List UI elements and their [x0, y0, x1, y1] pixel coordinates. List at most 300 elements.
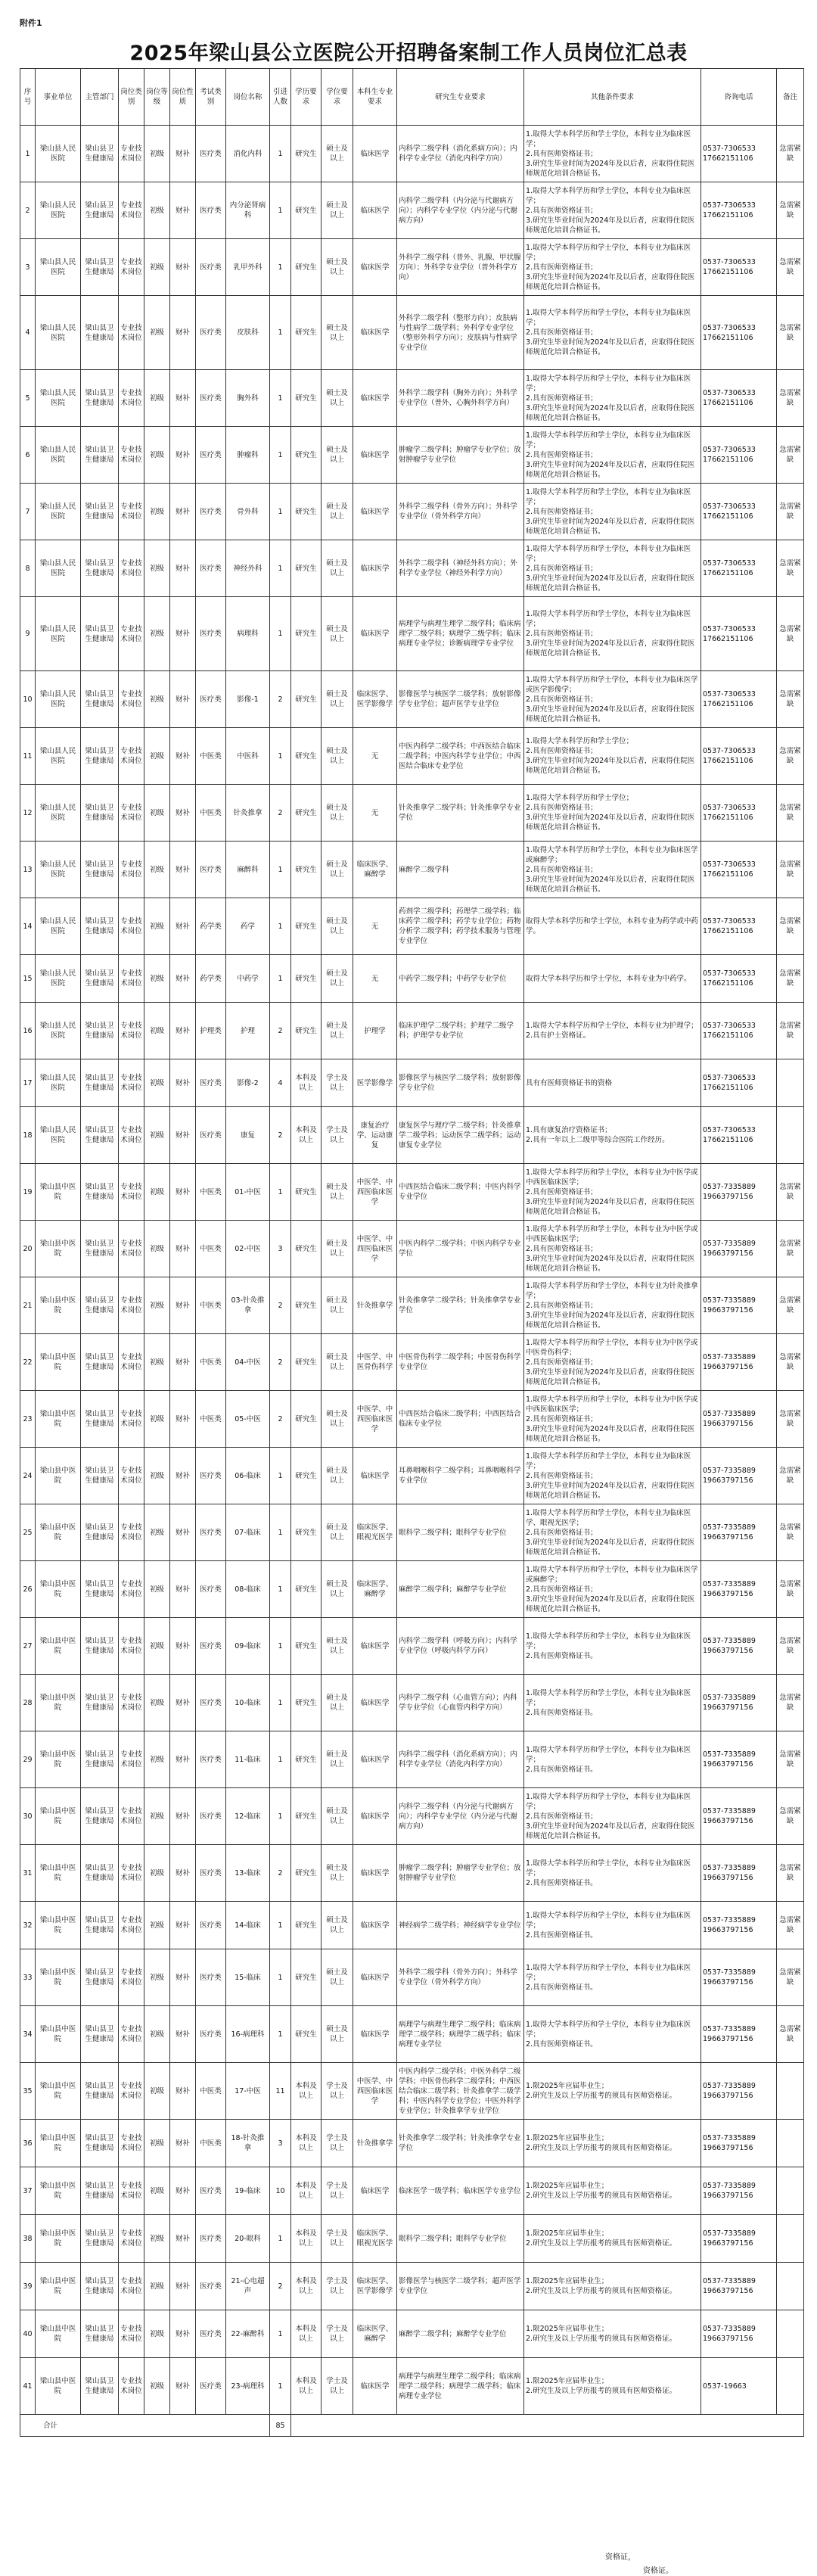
cell-no: 33 [20, 1949, 36, 2006]
cell-grad: 临床医学一级学科；临床医学专业学位 [397, 2167, 524, 2215]
cell-no: 37 [20, 2167, 36, 2215]
cell-no: 17 [20, 1059, 36, 1107]
cell-other: 1.取得大学本科学历和学士学位，本科专业为临床医学； 2.具有医师资格证书； 3.研究生毕业时间为2024年及以后者，应取得住院医师规范化培训合格证书。 [524, 540, 701, 597]
cell-nature: 财补 [170, 1675, 196, 1731]
cell-num: 1 [270, 1902, 291, 1949]
cell-nature: 财补 [170, 842, 196, 898]
cell-exam: 医疗类 [196, 1561, 226, 1618]
cell-num: 1 [270, 2006, 291, 2063]
cell-deg: 硕士及以上 [322, 2006, 353, 2063]
cell-deg: 硕士及以上 [322, 1003, 353, 1059]
cell-level: 初级 [144, 427, 170, 484]
cell-other: 1.取得大学本科学历和学士学位，本科专业为临床医学或麻醉学； 2.具有医师资格证书； 3.研究生毕业时间为2024年及以后者，应取得住院医师规范化培训合格证书。 [524, 842, 701, 898]
cell-num: 1 [270, 182, 291, 239]
table-row [20, 1277, 804, 1334]
cell-no: 19 [20, 1164, 36, 1221]
cell-grad: 外科学二级学科（骨外方向）；外科学专业学位（骨外科学方向） [397, 484, 524, 540]
cell-exam: 医疗类 [196, 1107, 226, 1164]
cell-note: 急需紧缺 [777, 1277, 804, 1334]
cell-tel: 0537-7335889 19663797156 [701, 1902, 777, 1949]
column-header: 岗位名称 [226, 69, 270, 126]
cell-nature: 财补 [170, 728, 196, 785]
total-count: 85 [270, 2415, 291, 2437]
cell-edu: 研究生 [291, 785, 322, 842]
cell-ug: 临床医学 [353, 2006, 397, 2063]
cell-ug: 临床医学 [353, 1902, 397, 1949]
cell-ug: 临床医学 [353, 126, 397, 182]
cell-other: 1.限2025年应届毕业生； 2.研究生及以上学历报考的须具有医师资格证。 [524, 2120, 701, 2167]
cell-note: 急需紧缺 [777, 1504, 804, 1561]
cell-nature: 财补 [170, 1391, 196, 1448]
cell-no: 27 [20, 1618, 36, 1675]
cell-cat: 专业技术岗位 [119, 484, 144, 540]
cell-post: 药学 [226, 898, 270, 955]
cell-unit: 梁山县人民医院 [36, 427, 81, 484]
table-row [20, 1334, 804, 1391]
cell-edu: 本科及以上 [291, 2358, 322, 2415]
cell-dept: 梁山县卫生健康局 [81, 1949, 119, 2006]
cell-deg: 硕士及以上 [322, 1845, 353, 1902]
cell-edu: 研究生 [291, 1334, 322, 1391]
cell-ug: 临床医学、麻醉学 [353, 2310, 397, 2358]
cell-unit: 梁山县人民医院 [36, 370, 81, 427]
cell-num: 2 [270, 1391, 291, 1448]
table-row [20, 1561, 804, 1618]
cell-post: 影像-2 [226, 1059, 270, 1107]
cell-cat: 专业技术岗位 [119, 370, 144, 427]
cell-note: 急需紧缺 [777, 1845, 804, 1902]
table-row [20, 597, 804, 671]
cell-num: 2 [270, 671, 291, 728]
cell-dept: 梁山县卫生健康局 [81, 1107, 119, 1164]
cell-no: 40 [20, 2310, 36, 2358]
cell-unit: 梁山县中医院 [36, 2063, 81, 2120]
cell-num: 3 [270, 2120, 291, 2167]
cell-edu: 研究生 [291, 597, 322, 671]
cell-no: 39 [20, 2263, 36, 2310]
cell-edu: 研究生 [291, 955, 322, 1003]
cell-no: 23 [20, 1391, 36, 1448]
cell-exam: 医疗类 [196, 126, 226, 182]
cell-edu: 研究生 [291, 1561, 322, 1618]
cell-dept: 梁山县卫生健康局 [81, 1391, 119, 1448]
cell-exam: 中医类 [196, 1164, 226, 1221]
cell-other: 1.取得大学本科学历和学士学位，本科专业为临床医学； 2.具有医师资格证书； 3.研究生毕业时间为2024年及以后者，应取得住院医师规范化培训合格证书。 [524, 239, 701, 296]
total-blank [291, 2415, 804, 2437]
cell-grad: 外科学二级学科（普外、乳腺、甲状腺方向）；外科学专业学位（普外科学方向） [397, 239, 524, 296]
cell-other: 1.取得大学本科学历和学士学位，本科专业为中医学或中医骨伤科学； 2.具有医师资格证书； 3.研究生毕业时间为2024年及以后者，应取得住院医师规范化培训合格证书。 [524, 1334, 701, 1391]
cell-tel: 0537-7306533 17662151106 [701, 728, 777, 785]
cell-unit: 梁山县中医院 [36, 1448, 81, 1504]
cell-exam: 中医类 [196, 785, 226, 842]
header-row [20, 69, 804, 126]
cell-unit: 梁山县中医院 [36, 1504, 81, 1561]
cell-edu: 本科及以上 [291, 2263, 322, 2310]
table-row [20, 427, 804, 484]
cell-grad: 影像医学与核医学二级学科；放射影像学专业学位 [397, 1059, 524, 1107]
cell-ug: 临床医学 [353, 2358, 397, 2415]
cell-deg: 硕士及以上 [322, 671, 353, 728]
cell-ug: 临床医学 [353, 597, 397, 671]
cell-other: 1.取得大学本科学历和学士学位，本科专业为临床医学； 2.具有医师资格证书； 3.研究生毕业时间为2024年及以后者，应取得住院医师规范化培训合格证书。 [524, 370, 701, 427]
cell-edu: 研究生 [291, 540, 322, 597]
cell-note: 急需紧缺 [777, 427, 804, 484]
cell-note [777, 2263, 804, 2310]
table-row [20, 1675, 804, 1731]
cell-edu: 本科及以上 [291, 1059, 322, 1107]
cell-dept: 梁山县卫生健康局 [81, 1504, 119, 1561]
cell-level: 初级 [144, 1675, 170, 1731]
cell-dept: 梁山县卫生健康局 [81, 842, 119, 898]
table-row [20, 239, 804, 296]
cell-ug: 临床医学、麻醉学 [353, 842, 397, 898]
cell-unit: 梁山县中医院 [36, 2310, 81, 2358]
cell-grad: 影像医学与核医学二级学科；超声医学专业学位 [397, 2263, 524, 2310]
cell-cat: 专业技术岗位 [119, 1845, 144, 1902]
cell-post: 05-中医 [226, 1391, 270, 1448]
cell-level: 初级 [144, 1731, 170, 1788]
cell-nature: 财补 [170, 126, 196, 182]
cell-dept: 梁山县卫生健康局 [81, 126, 119, 182]
cell-dept: 梁山县卫生健康局 [81, 2120, 119, 2167]
cell-ug: 临床医学 [353, 1731, 397, 1788]
cell-num: 1 [270, 484, 291, 540]
cell-num: 1 [270, 842, 291, 898]
cell-tel: 0537-7335889 19663797156 [701, 2006, 777, 2063]
cell-no: 5 [20, 370, 36, 427]
cell-cat: 专业技术岗位 [119, 2215, 144, 2263]
cell-grad: 内科学二级学科（内分泌与代谢病方向）；内科学专业学位（内分泌与代谢病方向） [397, 1788, 524, 1845]
cell-level: 初级 [144, 1448, 170, 1504]
cell-cat: 专业技术岗位 [119, 671, 144, 728]
cell-grad: 肿瘤学二级学科；肿瘤学专业学位；放射肿瘤学专业学位 [397, 427, 524, 484]
cell-exam: 医疗类 [196, 2358, 226, 2415]
cell-exam: 中医类 [196, 1277, 226, 1334]
cell-edu: 本科及以上 [291, 2063, 322, 2120]
cell-unit: 梁山县人民医院 [36, 1059, 81, 1107]
cell-no: 32 [20, 1902, 36, 1949]
cell-no: 38 [20, 2215, 36, 2263]
cell-exam: 中医类 [196, 1221, 226, 1277]
cell-post: 护理 [226, 1003, 270, 1059]
cell-dept: 梁山县卫生健康局 [81, 1675, 119, 1731]
column-header: 备注 [777, 69, 804, 126]
cell-note [777, 1107, 804, 1164]
cell-dept: 梁山县卫生健康局 [81, 1003, 119, 1059]
cell-edu: 本科及以上 [291, 1107, 322, 1164]
cell-dept: 梁山县卫生健康局 [81, 1561, 119, 1618]
cell-tel: 0537-7306533 17662151106 [701, 1003, 777, 1059]
cell-post: 皮肤科 [226, 296, 270, 370]
cell-post: 中医科 [226, 728, 270, 785]
cell-deg: 硕士及以上 [322, 1391, 353, 1448]
cell-post: 15-临床 [226, 1949, 270, 2006]
cell-grad: 外科学二级学科（胸外方向）；外科学专业学位（普外、心胸外科学方向） [397, 370, 524, 427]
cell-deg: 硕士及以上 [322, 1448, 353, 1504]
cell-unit: 梁山县人民医院 [36, 126, 81, 182]
cell-nature: 财补 [170, 1277, 196, 1334]
cell-no: 35 [20, 2063, 36, 2120]
total-label: 合计 [20, 2415, 270, 2437]
cell-num: 2 [270, 785, 291, 842]
cell-dept: 梁山县卫生健康局 [81, 1221, 119, 1277]
cell-exam: 医疗类 [196, 671, 226, 728]
column-header: 本科生专业要求 [353, 69, 397, 126]
table-row [20, 2358, 804, 2415]
cell-exam: 医疗类 [196, 1845, 226, 1902]
cell-exam: 医疗类 [196, 2263, 226, 2310]
cell-tel: 0537-7306533 17662151106 [701, 898, 777, 955]
cell-ug: 临床医学 [353, 182, 397, 239]
cell-nature: 财补 [170, 1059, 196, 1107]
cell-ug: 临床医学 [353, 427, 397, 484]
cell-ug: 临床医学 [353, 1788, 397, 1845]
cell-ug: 临床医学 [353, 239, 397, 296]
positions-table [20, 68, 804, 2437]
cell-grad: 内科学二级学科（呼吸方向）；内科学专业学位（呼吸内科学方向） [397, 1618, 524, 1675]
cell-tel: 0537-7335889 19663797156 [701, 1731, 777, 1788]
cell-post: 18-针灸推拿 [226, 2120, 270, 2167]
cell-grad: 内科学二级学科（心血管方向）；内科学专业学位（心血管内科学方向） [397, 1675, 524, 1731]
cell-nature: 财补 [170, 955, 196, 1003]
cell-dept: 梁山县卫生健康局 [81, 1788, 119, 1845]
cell-cat: 专业技术岗位 [119, 1504, 144, 1561]
cell-level: 初级 [144, 2167, 170, 2215]
cell-num: 1 [270, 728, 291, 785]
cell-level: 初级 [144, 842, 170, 898]
cell-level: 初级 [144, 1003, 170, 1059]
cell-grad: 针灸推拿学二级学科；针灸推拿学专业学位 [397, 785, 524, 842]
cell-ug: 临床医学、医学影像学 [353, 671, 397, 728]
cell-tel: 0537-7335889 19663797156 [701, 1391, 777, 1448]
cell-dept: 梁山县卫生健康局 [81, 1618, 119, 1675]
table-row [20, 2263, 804, 2310]
cell-level: 初级 [144, 540, 170, 597]
cell-level: 初级 [144, 2006, 170, 2063]
cell-post: 04-中医 [226, 1334, 270, 1391]
cell-num: 4 [270, 1059, 291, 1107]
cell-other: 1.取得大学本科学历和学士学位，本科专业为临床医学； 2.具有医师资格证书。 [524, 1618, 701, 1675]
cell-other: 1.取得大学本科学历和学士学位，本科专业为临床医学； 2.具有医师资格证书。 [524, 1845, 701, 1902]
cell-exam: 医疗类 [196, 540, 226, 597]
cell-dept: 梁山县卫生健康局 [81, 2263, 119, 2310]
column-header: 考试类别 [196, 69, 226, 126]
cell-unit: 梁山县中医院 [36, 1675, 81, 1731]
cell-deg: 学士及以上 [322, 2215, 353, 2263]
cell-note: 急需紧缺 [777, 239, 804, 296]
cell-nature: 财补 [170, 484, 196, 540]
cell-note: 急需紧缺 [777, 296, 804, 370]
cell-other: 1.取得大学本科学历和学士学位，本科专业为临床医学； 2.具有医师资格证书； 3.研究生毕业时间为2024年及以后者，应取得住院医师规范化培训合格证书。 [524, 296, 701, 370]
cell-post: 07-临床 [226, 1504, 270, 1561]
cell-grad: 中药学二级学科；中药学专业学位 [397, 955, 524, 1003]
cell-unit: 梁山县人民医院 [36, 540, 81, 597]
cell-no: 30 [20, 1788, 36, 1845]
cell-note: 急需紧缺 [777, 1391, 804, 1448]
table-row [20, 2310, 804, 2358]
cell-edu: 研究生 [291, 182, 322, 239]
cell-dept: 梁山县卫生健康局 [81, 2006, 119, 2063]
cell-nature: 财补 [170, 2006, 196, 2063]
cell-unit: 梁山县中医院 [36, 1391, 81, 1448]
cell-tel: 0537-7306533 17662151106 [701, 597, 777, 671]
cell-unit: 梁山县人民医院 [36, 671, 81, 728]
cell-tel: 0537-7306533 17662151106 [701, 1059, 777, 1107]
cell-no: 1 [20, 126, 36, 182]
cell-unit: 梁山县中医院 [36, 1845, 81, 1902]
cell-ug: 针灸推拿学 [353, 2120, 397, 2167]
cell-cat: 专业技术岗位 [119, 1221, 144, 1277]
cell-nature: 财补 [170, 370, 196, 427]
cell-no: 2 [20, 182, 36, 239]
cell-num: 1 [270, 2358, 291, 2415]
cell-edu: 研究生 [291, 126, 322, 182]
cell-nature: 财补 [170, 1107, 196, 1164]
table-row [20, 671, 804, 728]
cell-num: 2 [270, 2263, 291, 2310]
cell-num: 2 [270, 1107, 291, 1164]
cell-level: 初级 [144, 484, 170, 540]
cell-num: 2 [270, 1845, 291, 1902]
cell-tel: 0537-7306533 17662151106 [701, 427, 777, 484]
cell-edu: 研究生 [291, 898, 322, 955]
cell-grad: 眼科学二级学科；眼科学专业学位 [397, 2215, 524, 2263]
cell-other: 1.取得大学本科学历和学士学位，本科专业为临床医学； 2.具有医师资格证书； 3.研究生毕业时间为2024年及以后者，应取得住院医师规范化培训合格证书。 [524, 484, 701, 540]
cell-no: 13 [20, 842, 36, 898]
cell-edu: 研究生 [291, 1003, 322, 1059]
cell-tel: 0537-7335889 19663797156 [701, 2120, 777, 2167]
cell-cat: 专业技术岗位 [119, 540, 144, 597]
cell-level: 初级 [144, 1221, 170, 1277]
cell-grad: 外科学二级学科（神经外科方向）；外科学专业学位（神经外科学方向） [397, 540, 524, 597]
cell-deg: 硕士及以上 [322, 1675, 353, 1731]
cell-other: 取得大学本科学历和学士学位，本科专业为中药学。 [524, 955, 701, 1003]
cell-ug: 临床医学、医学影像学 [353, 2263, 397, 2310]
cell-tel: 0537-7306533 17662151106 [701, 126, 777, 182]
table-row [20, 1949, 804, 2006]
cell-note: 急需紧缺 [777, 182, 804, 239]
cell-ug: 临床医学 [353, 484, 397, 540]
cell-nature: 财补 [170, 2358, 196, 2415]
cell-nature: 财补 [170, 2120, 196, 2167]
cell-no: 11 [20, 728, 36, 785]
cell-cat: 专业技术岗位 [119, 785, 144, 842]
cell-post: 14-临床 [226, 1902, 270, 1949]
cell-deg: 学士及以上 [322, 2310, 353, 2358]
column-header: 学历要求 [291, 69, 322, 126]
cell-deg: 学士及以上 [322, 2263, 353, 2310]
cell-exam: 药学类 [196, 955, 226, 1003]
cell-level: 初级 [144, 2063, 170, 2120]
cell-grad: 眼科学二级学科；眼科学专业学位 [397, 1504, 524, 1561]
cell-other: 取得大学本科学历和学士学位，本科专业为药学或中药学。 [524, 898, 701, 955]
cell-exam: 医疗类 [196, 1059, 226, 1107]
cell-unit: 梁山县人民医院 [36, 597, 81, 671]
cell-unit: 梁山县人民医院 [36, 842, 81, 898]
cell-edu: 研究生 [291, 1902, 322, 1949]
cell-post: 06-临床 [226, 1448, 270, 1504]
table-row [20, 1221, 804, 1277]
cell-cat: 专业技术岗位 [119, 842, 144, 898]
cell-exam: 医疗类 [196, 1902, 226, 1949]
cell-tel: 0537-7335889 19663797156 [701, 1618, 777, 1675]
cell-num: 1 [270, 2215, 291, 2263]
cell-grad: 外科学二级学科（骨外方向）；外科学专业学位（骨外科学方向） [397, 1949, 524, 2006]
cell-tel: 0537-7335889 19663797156 [701, 1561, 777, 1618]
page-title: 2025年梁山县公立医院公开招聘备案制工作人员岗位汇总表 [129, 42, 688, 65]
cell-num: 1 [270, 1618, 291, 1675]
cell-cat: 专业技术岗位 [119, 1561, 144, 1618]
cell-other: 1.取得大学本科学历和学士学位，本科专业为临床医学； 2.具有医师资格证书； 3.研究生毕业时间为2024年及以后者，应取得住院医师规范化培训合格证书。 [524, 1788, 701, 1845]
cell-nature: 财补 [170, 1003, 196, 1059]
cell-unit: 梁山县中医院 [36, 1902, 81, 1949]
cell-grad: 康复医学与理疗学二级学科；针灸推拿学二级学科；运动医学二级学科；运动康复专业学位 [397, 1107, 524, 1164]
cell-deg: 硕士及以上 [322, 1164, 353, 1221]
cell-exam: 医疗类 [196, 842, 226, 898]
cell-post: 骨外科 [226, 484, 270, 540]
cell-edu: 研究生 [291, 1221, 322, 1277]
cell-unit: 梁山县中医院 [36, 2358, 81, 2415]
cell-note [777, 2215, 804, 2263]
cell-post: 影像-1 [226, 671, 270, 728]
cell-exam: 医疗类 [196, 2167, 226, 2215]
cell-unit: 梁山县中医院 [36, 2215, 81, 2263]
cell-grad: 内科学二级学科（消化系病方向）；内科学专业学位（消化内科学方向） [397, 126, 524, 182]
cell-tel: 0537-7335889 19663797156 [701, 2215, 777, 2263]
table-row [20, 2006, 804, 2063]
cell-grad: 外科学二级学科（整形方向）；皮肤病与性病学二级学科；外科学专业学位（整形外科学方向）；皮肤病与性病学专业学位 [397, 296, 524, 370]
cell-deg: 硕士及以上 [322, 728, 353, 785]
cell-dept: 梁山县卫生健康局 [81, 239, 119, 296]
cell-exam: 医疗类 [196, 1448, 226, 1504]
column-header: 主管部门 [81, 69, 119, 126]
column-header: 研究生专业要求 [397, 69, 524, 126]
table-row [20, 842, 804, 898]
cell-post: 乳甲外科 [226, 239, 270, 296]
cell-cat: 专业技术岗位 [119, 1902, 144, 1949]
cell-level: 初级 [144, 1504, 170, 1561]
cell-edu: 研究生 [291, 484, 322, 540]
cell-note: 急需紧缺 [777, 728, 804, 785]
cell-level: 初级 [144, 955, 170, 1003]
cell-tel: 0537-7306533 17662151106 [701, 785, 777, 842]
cell-post: 01-中医 [226, 1164, 270, 1221]
cell-deg: 学士及以上 [322, 1107, 353, 1164]
cell-note: 急需紧缺 [777, 842, 804, 898]
cell-no: 21 [20, 1277, 36, 1334]
cell-other: 1.限2025年应届毕业生； 2.研究生及以上学历报考的须具有医师资格证。 [524, 2358, 701, 2415]
cell-exam: 中医类 [196, 728, 226, 785]
cell-post: 03-针灸推拿 [226, 1277, 270, 1334]
cell-edu: 研究生 [291, 427, 322, 484]
cell-nature: 财补 [170, 1731, 196, 1788]
cell-dept: 梁山县卫生健康局 [81, 2358, 119, 2415]
cell-tel: 0537-7335889 19663797156 [701, 1949, 777, 2006]
cell-cat: 专业技术岗位 [119, 2167, 144, 2215]
cell-exam: 医疗类 [196, 1504, 226, 1561]
cell-cat: 专业技术岗位 [119, 2310, 144, 2358]
cell-cat: 专业技术岗位 [119, 1731, 144, 1788]
cell-num: 2 [270, 1334, 291, 1391]
cell-note: 急需紧缺 [777, 370, 804, 427]
cell-tel: 0537-7335889 19663797156 [701, 1448, 777, 1504]
cell-exam: 中医类 [196, 2120, 226, 2167]
cell-exam: 医疗类 [196, 296, 226, 370]
cell-note [777, 2167, 804, 2215]
cell-ug: 无 [353, 728, 397, 785]
cell-num: 1 [270, 1561, 291, 1618]
cell-unit: 梁山县中医院 [36, 2006, 81, 2063]
